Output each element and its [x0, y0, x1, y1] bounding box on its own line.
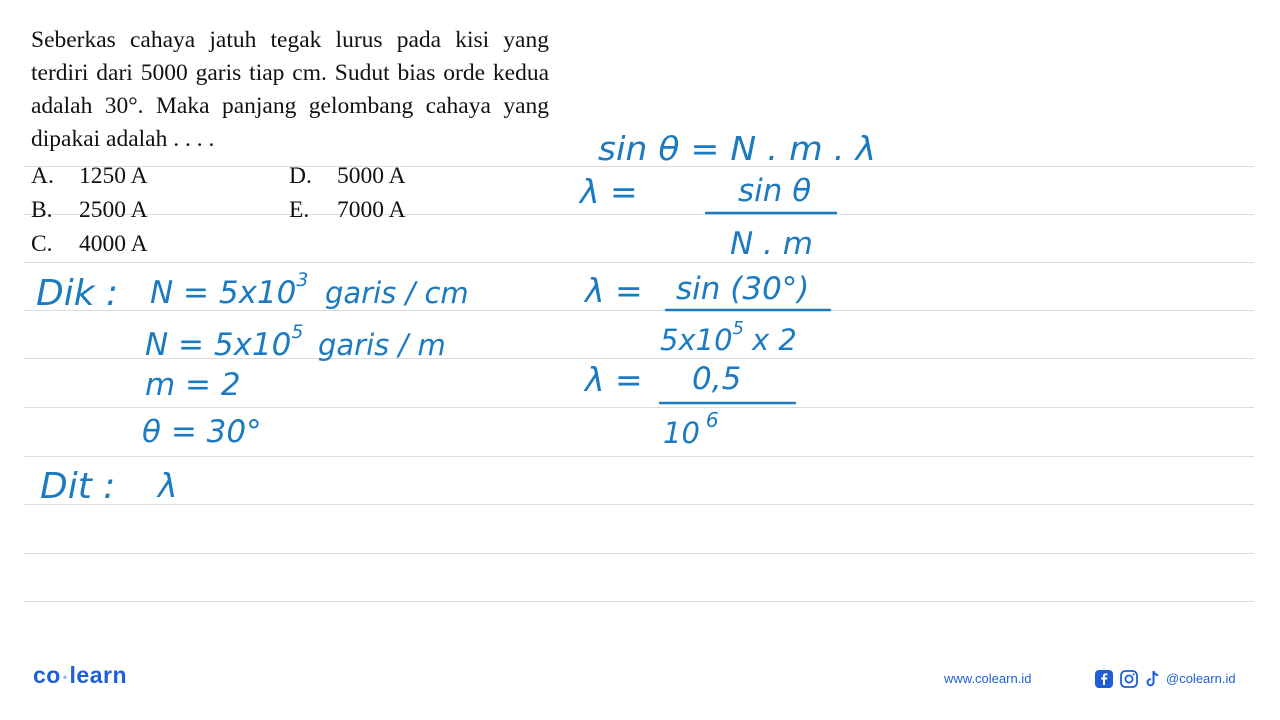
formula-sub-den [660, 318, 797, 357]
formula-sub-den-base: 5x10 [660, 323, 733, 357]
formula-sub-den-tail: x 2 [751, 323, 797, 357]
instagram-icon [1119, 669, 1139, 689]
formula-result-den [663, 408, 719, 450]
formula-result-num: 0,5 [692, 361, 742, 397]
formula-sub-num: sin (30°) [676, 271, 810, 307]
given-theta: θ = 30° [142, 414, 262, 450]
option-letter: B. [31, 197, 53, 223]
logo-left: co [33, 662, 61, 688]
option-value: 5000 A [337, 163, 406, 189]
given-n-m-lhs: N = 5x10 [145, 327, 292, 363]
formula-lambda-num: sin θ [738, 173, 812, 209]
formula-result-lhs: λ = [585, 360, 643, 399]
option-value: 7000 A [337, 197, 406, 223]
formula-result-den-exp: 6 [705, 408, 719, 432]
footer-url: www.colearn.id [944, 671, 1032, 686]
facebook-icon [1094, 669, 1114, 689]
formula-result-den-base: 10 [663, 416, 700, 450]
question-text: Seberkas cahaya jatuh tegak lurus pada kisi yang terdiri dari 5000 garis tiap cm. Sudut bias orde kedua adalah 30°. Maka panjang gelombang cahaya yang dipakai adalah . . . . [31, 27, 549, 152]
given-n-cm-unit: garis / cm [325, 276, 469, 310]
given-n-cm [150, 269, 308, 311]
given-n-m-unit: garis / m [318, 328, 446, 362]
given-n-cm-lhs: N = 5x10 [150, 275, 297, 311]
given-m: m = 2 [145, 367, 241, 403]
given-n-cm-exp: 3 [296, 269, 309, 291]
dik-label: Dik : [36, 273, 119, 314]
option-letter: A. [31, 163, 54, 189]
option-letter: D. [289, 163, 312, 189]
dit-label: Dit : [40, 466, 116, 507]
logo-dot: • [62, 669, 68, 684]
option-value: 4000 A [79, 231, 148, 257]
formula-sub-den-exp: 5 [732, 318, 744, 339]
formula-sin-theta: sin θ = N . m . λ [598, 129, 876, 168]
tiktok-icon [1144, 669, 1162, 689]
option-value: 2500 A [79, 197, 148, 223]
dit-symbol: λ [158, 466, 178, 505]
given-n-m-exp: 5 [291, 321, 304, 343]
given-n-m [145, 321, 303, 363]
logo-right: learn [69, 662, 128, 688]
option-letter: E. [289, 197, 310, 223]
formula-sub-lhs: λ = [585, 271, 643, 310]
footer-handle: @colearn.id [1166, 671, 1236, 686]
option-letter: C. [31, 231, 53, 257]
formula-lambda-den: N . m [730, 226, 813, 262]
option-value: 1250 A [79, 163, 148, 189]
colearn-logo [33, 662, 127, 689]
formula-lambda-lhs: λ = [580, 172, 638, 211]
